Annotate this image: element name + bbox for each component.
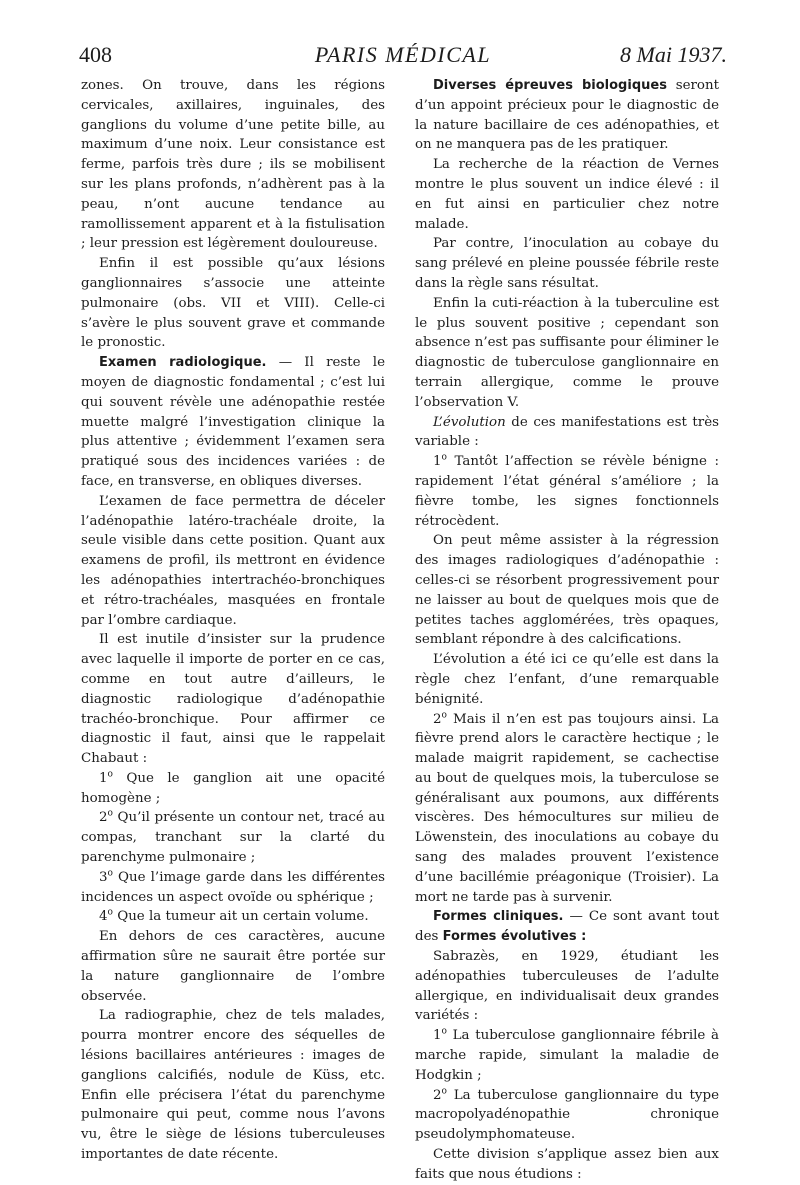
section-heading-radiology: Examen radiologique. [99,355,267,371]
list-item: 4$^o$ Que la tumeur ait un certain volume. [99,908,369,925]
list-item: 3$^o$ Que l’image garde dans les différentes incidences un aspect ovoïde ou sphérique ; [81,868,385,905]
paragraph-evolution: L’évolution de ces manifestations est très variable : [415,414,719,450]
list-item: 1$^o$ La tuberculose ganglionnaire fébrile à marche rapide, simulant la maladie de Hodgkin ; [415,1026,719,1083]
right-column [415,76,719,1185]
paragraph: L’examen de face permettra de déceler l’adénopathie latéro-trachéale droite, la seule visible dans cette position. Quant aux examens de profil, ils mettront en évidence les adénopathies intertrachéo-bronchiques et rétro-trachéales, masquées en frontale par l’ombre cardiaque. [81,493,385,628]
paragraph: Cette division s’applique assez bien aux faits que nous étudions : [415,1147,719,1182]
paragraph: zones. On trouve, dans les régions cervicales, axillaires, inguinales, des ganglions du volume d’une petite bille, au maximum d’une noix. Leur consistance est ferme, parfois très dure ; ils se mobilisent sur les plans profonds, n’adhèrent pas à la peau, n’ont aucune tendance au ramollissement apparent et à la fistulisation ; leur pression est légèrement douloureuse. [81,78,385,252]
section-heading-evolutive: Formes évolutives : [442,929,587,945]
paragraph: Enfin la cuti-réaction à la tuberculine est le plus souvent positive ; cependant son absence n’est pas suffisante pour éliminer le diagnostic de tuberculose ganglionnaire en terrain allergique, comme le prouve l’observation V. [415,295,719,410]
paragraph: En dehors de ces caractères, aucune affirmation sûre ne saurait être portée sur la nature ganglionnaire de l’ombre observée. [81,929,385,1004]
issue-date: 8 Mai 1937. [620,42,727,67]
paragraph: Sabrazès, en 1929, étudiant les adénopathies tuberculeuses de l’adulte allergique, en individualisait deux grandes variétés : [415,949,719,1024]
list-item: 2$^o$ La tuberculose ganglionnaire du type macropolyadénopathie chronique pseudolymphomateuse. [415,1086,719,1143]
paragraph: Enfin il est possible qu’aux lésions ganglionnaires s’associe une atteinte pulmonaire (obs. VII et VIII). Celle-ci s’avère le plus souvent grave et commande le pronostic. [81,256,385,351]
running-title: PARIS MÉDICAL [314,42,492,67]
italic-term: L’évolution [433,414,506,430]
paragraph-biological-tests: Diverses épreuves biologiques seront d’un appoint précieux pour le diagnostic de la nature bacillaire de ces adénopathies, et on ne manquera pas de les pratiquer. [415,78,719,153]
paragraph-clinical-forms: Formes cliniques. — Ce sont avant tout des Formes évolutives : [415,909,719,945]
list-item: 1$^o$ Tantôt l’affection se révèle bénigne : rapidement l’état général s’améliore ; la fièvre tombe, les signes fonctionnels rétrocèdent. [415,452,719,529]
paragraph: Il est inutile d’insister sur la prudence avec laquelle il importe de porter en ce cas, comme en tout autre d’ailleurs, le diagnostic radiologique d’adénopathie trachéo-bronchique. Pour affirmer ce diagnostic il faut, ainsi que le rappelait Chabaut : [81,632,385,767]
list-item: 1$^o$ Que le ganglion ait une opacité homogène ; [81,769,385,806]
paragraph-text: — Il reste le moyen de diagnostic fondamental ; c’est lui qui souvent révèle une adénopathie restée muette malgré l’investigation clinique la plus attentive ; évidemment l’examen sera pratiqué sous des incidences variées : de face, en transverse, en obliques diverses. [81,355,385,489]
paragraph: Par contre, l’inoculation au cobaye du sang prélevé en pleine poussée fébrile reste dans la règle sans résultat. [415,236,719,291]
paragraph: La radiographie, chez de tels malades, pourra montrer encore des séquelles de lésions bacillaires antérieures : images de ganglions calcifiés, nodule de Küss, etc. Enfin elle précisera l’état du parenchyme pulmonaire qui peut, comme nous l’avons vu, être le siège de lésions tuberculeuses importantes de date récente. [81,1008,385,1163]
list-item: 2$^o$ Mais il n’en est pas toujours ainsi. La fièvre prend alors le caractère hectique ; le malade maigrit rapidement, se cachectise au bout de quelques mois, la tuberculose se généralisant aux poumons, aux différents viscères. Des hémocultures sur milieu de Löwenstein, des inoculations au cobaye du sang des malades prouvent l’existence d’une bacillémie préagonique (Troisier). La mort ne tarde pas à survenir. [415,710,719,905]
paragraph: On peut même assister à la régression des images radiologiques d’adénopathie : celles-ci se résorbent progressivement pour ne laisser au bout de quelques mois que de petites taches agglomérées, très opaques, semblant répondre à des calcifications. [415,533,719,648]
paragraph-radiology [81,353,385,492]
paragraph: L’évolution a été ici ce qu’elle est dans la règle chez l’enfant, d’une remarquable bénignité. [415,652,719,707]
list-item: 2$^o$ Qu’il présente un contour net, tracé au compas, tranchant sur la clarté du parenchyme pulmonaire ; [81,809,385,866]
section-heading-clinical: Formes cliniques. [433,909,564,925]
paragraph: La recherche de la réaction de Vernes montre le plus souvent un indice élevé : il en fut ainsi en particulier chez notre malade. [415,157,719,232]
left-column [81,76,385,1165]
section-heading-biological: Diverses épreuves biologiques [433,78,667,93]
page-header [79,38,727,70]
page-number: 408 [79,42,112,67]
